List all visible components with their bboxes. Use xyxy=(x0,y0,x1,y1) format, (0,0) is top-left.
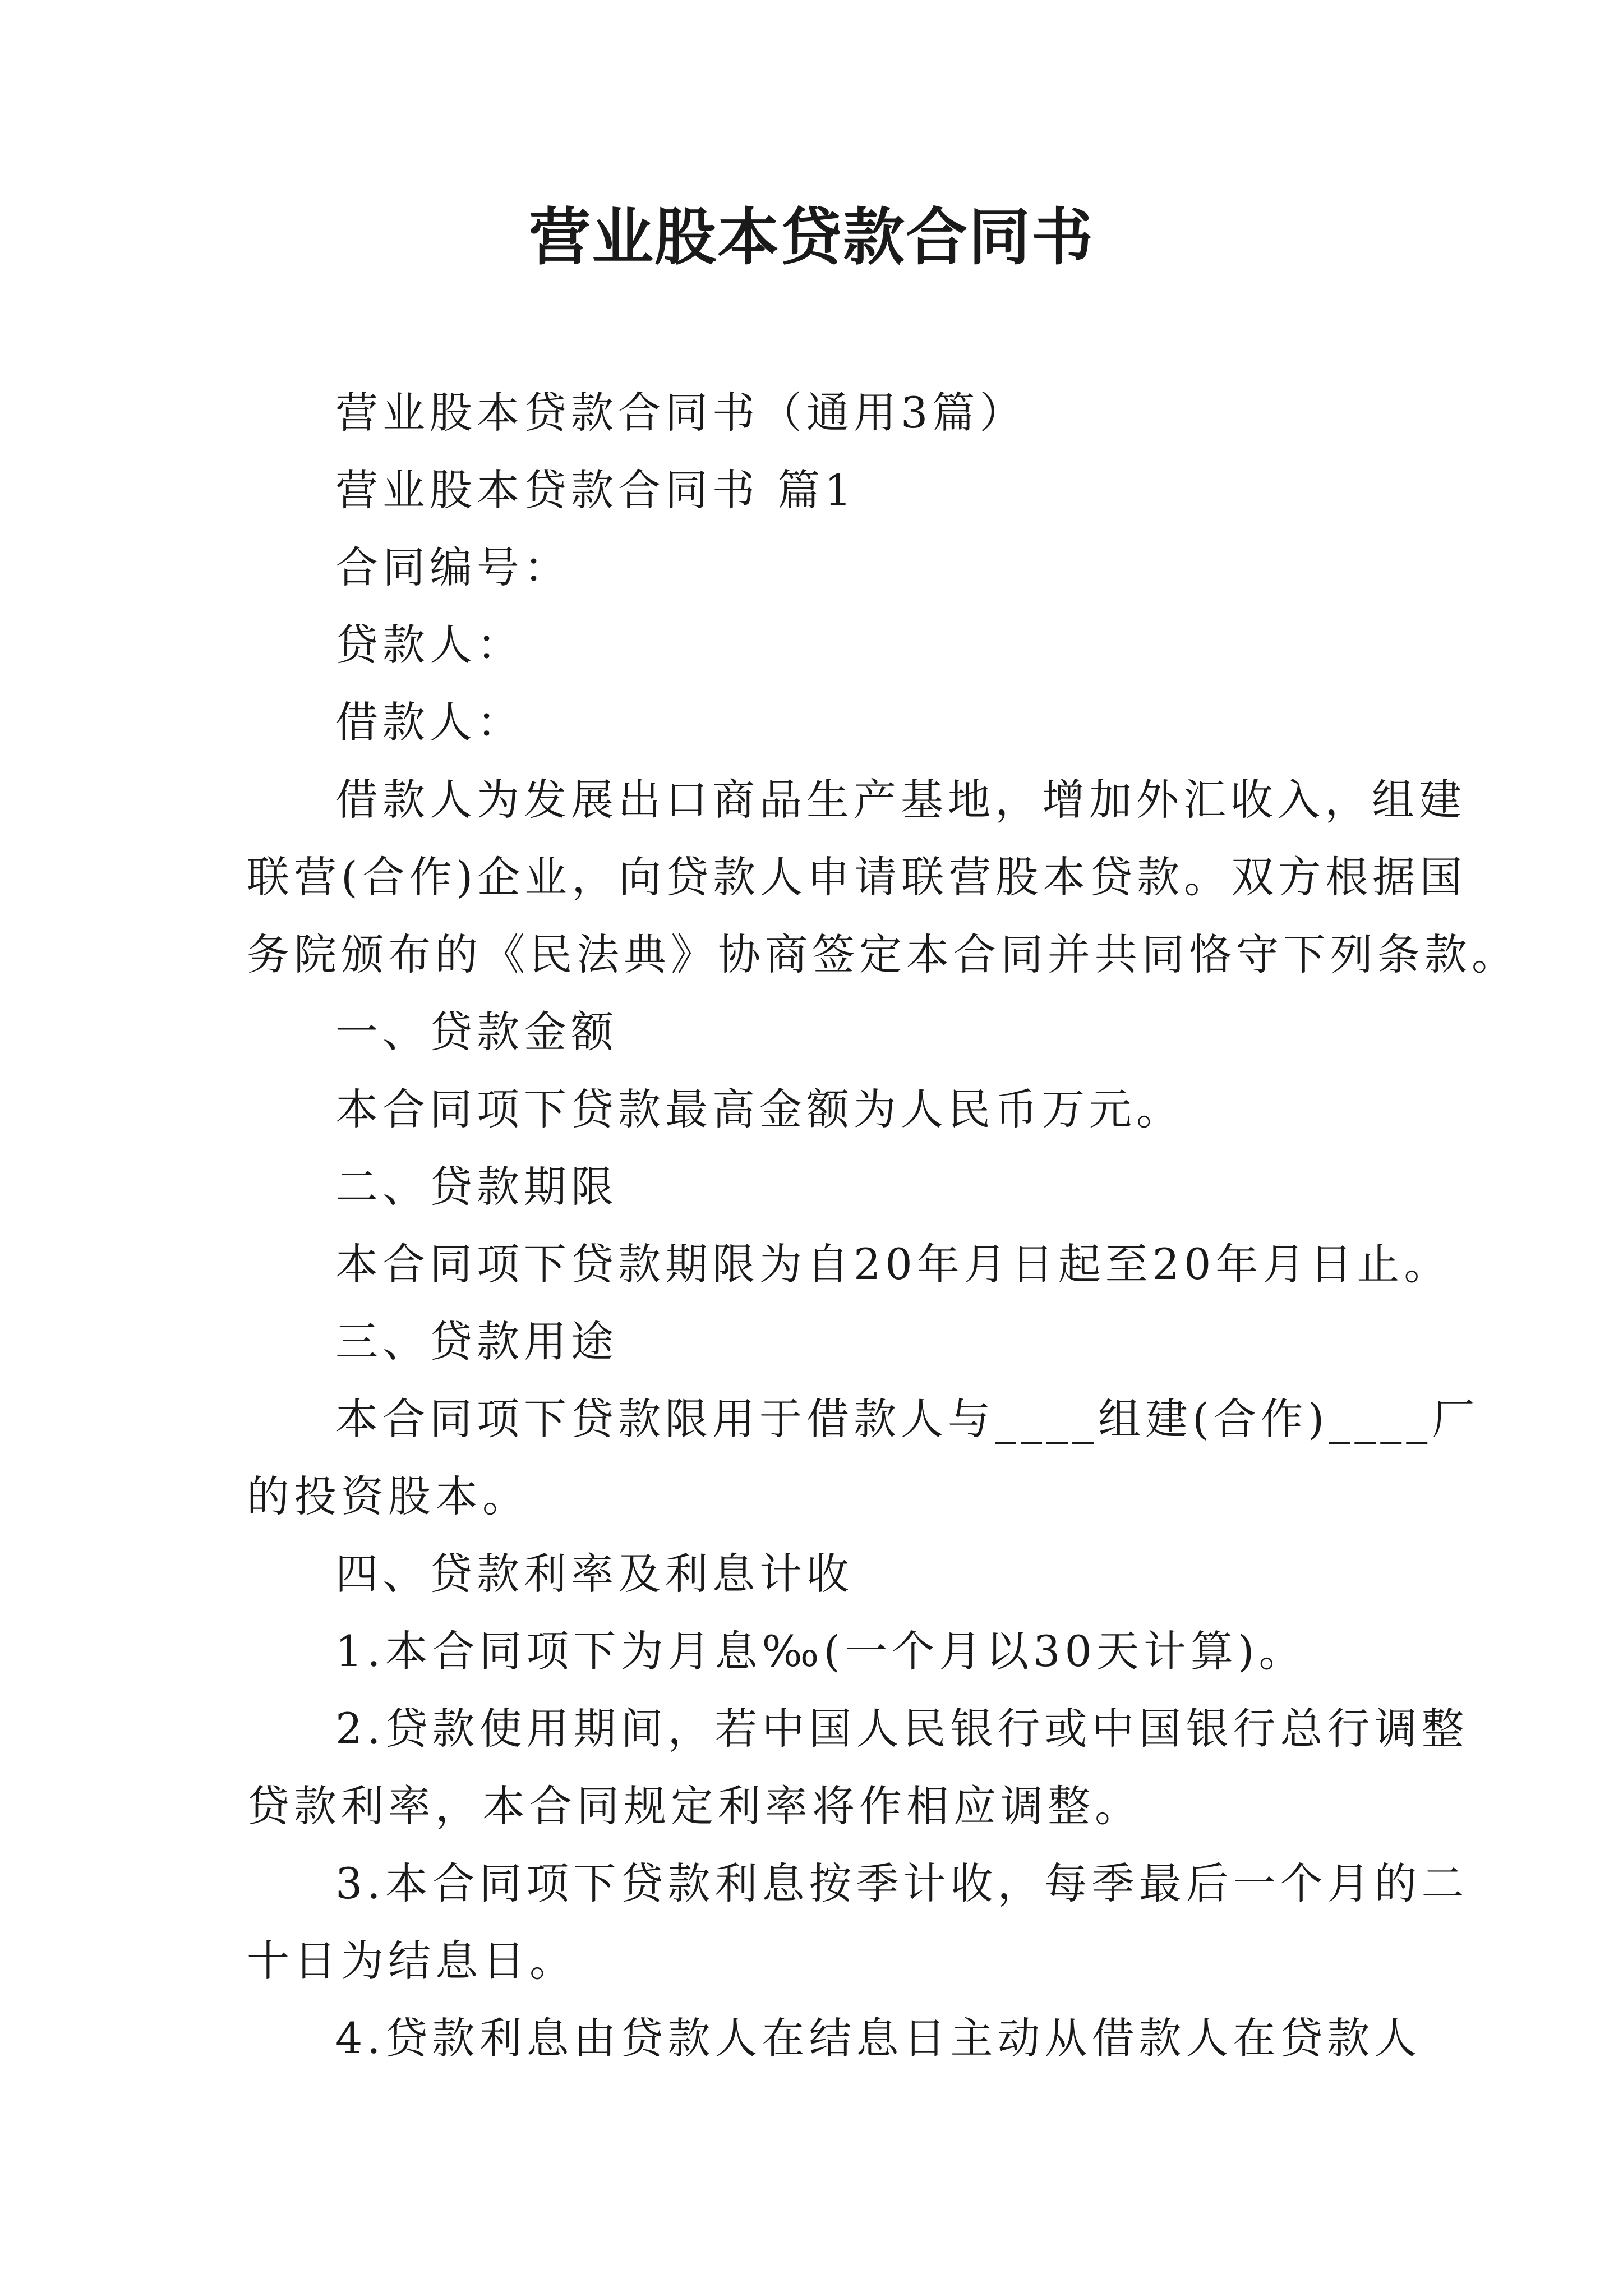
paragraph-line: 3.本合同项下贷款利息按季计收，每季最后一个月的二 xyxy=(335,1858,1469,1908)
paragraph-line: 2.贷款使用期间，若中国人民银行或中国银行总行调整 xyxy=(335,1704,1469,1754)
paragraph-line: 联营(合作)企业，向贷款人申请联营股本贷款。双方根据国 xyxy=(247,852,1467,902)
paragraph-line: 的投资股本。 xyxy=(247,1471,529,1521)
paragraph-line: 借款人为发展出口商品生产基地，增加外汇收入，组建 xyxy=(335,775,1466,825)
clause-heading: 二、贷款期限 xyxy=(335,1162,618,1212)
document-title: 营业股本贷款合同书 xyxy=(529,201,1094,273)
paragraph-line: 本合同项下贷款限用于借款人与____组建(合作)____厂 xyxy=(335,1394,1479,1444)
paragraph-line: 4.贷款利息由贷款人在结息日主动从借款人在贷款人 xyxy=(335,2013,1422,2063)
paragraph-line: 本合同项下贷款期限为自20年月日起至20年月日止。 xyxy=(335,1239,1451,1289)
borrower-label: 借款人： xyxy=(335,697,524,747)
paragraph-line: 贷款利率，本合同规定利率将作相应调整。 xyxy=(247,1781,1142,1831)
subtitle-line: 营业股本贷款合同书（通用3篇） xyxy=(335,388,1027,438)
paragraph-line: 十日为结息日。 xyxy=(247,1936,577,1986)
clause-heading: 三、贷款用途 xyxy=(335,1317,618,1366)
clause-heading: 一、贷款金额 xyxy=(335,1007,618,1057)
lender-label: 贷款人： xyxy=(335,620,524,670)
contract-number-label: 合同编号： xyxy=(335,542,571,592)
paragraph-line: 本合同项下贷款最高金额为人民币万元。 xyxy=(335,1084,1183,1134)
clause-heading: 四、贷款利率及利息计收 xyxy=(335,1549,854,1599)
section-heading: 营业股本贷款合同书 篇1 xyxy=(335,465,856,515)
paragraph-line: 1.本合同项下为月息‰(一个月以30天计算)。 xyxy=(335,1626,1306,1676)
paragraph-line: 务院颁布的《民法典》协商签定本合同并共同恪守下列条款。 xyxy=(247,930,1519,979)
